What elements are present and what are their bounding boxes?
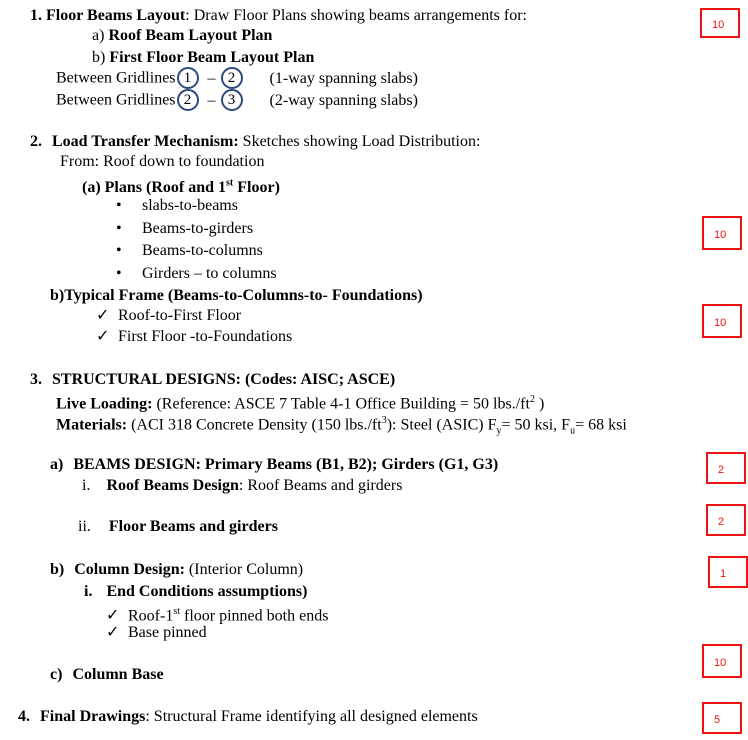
list-item: • slabs-to-beams: [116, 197, 238, 214]
s2-plans-heading: (a) Plans (Roof and 1st Floor): [82, 178, 280, 197]
check-icon: ✓: [96, 307, 110, 324]
s1-item-a: a) Roof Beam Layout Plan: [92, 27, 273, 44]
score-mark: 5: [702, 702, 742, 734]
s1-gridline-row-1: Between Gridlines 1 – 2 (1-way spanning slabs): [56, 68, 418, 90]
s3-roof-beams: i. Roof Beams Design: Roof Beams and girders: [82, 477, 403, 494]
s3-live-loading: Live Loading: (Reference: ASCE 7 Table 4-1 Office Building = 50 $lbs./ft^2$ ): [56, 394, 545, 413]
list-item: • Beams-to-girders: [116, 220, 254, 237]
list-item: ✓ Roof-to-First Floor: [96, 307, 242, 324]
s3-heading: 3. STRUCTURAL DESIGNS: (Codes: AISC; ASCE): [30, 371, 396, 388]
s3-column-base: c) Column Base: [50, 666, 164, 683]
gridline-circle: 2: [221, 67, 243, 89]
score-mark: 10: [702, 304, 742, 338]
s2-frame-heading: b)Typical Frame (Beams-to-Columns-to- Foundations): [50, 287, 423, 304]
check-icon: ✓: [106, 607, 120, 625]
score-mark: 2: [706, 452, 746, 484]
gridline-circle: 3: [221, 89, 243, 111]
gridline-circle: 2: [177, 89, 199, 111]
s1-item-b: b) First Floor Beam Layout Plan: [92, 49, 315, 66]
s1-heading: 1. Floor Beams Layout: Draw Floor Plans showing beams arrangements for:: [30, 7, 527, 24]
gridline-circle: 1: [177, 67, 199, 89]
s3-floor-beams: ii. Floor Beams and girders: [78, 518, 278, 535]
s3-beams-design: a) BEAMS DESIGN: Primary Beams (B1, B2); Girders (G1, G3): [50, 456, 499, 473]
list-item: • Girders – to columns: [116, 265, 277, 282]
score-mark: 10: [700, 8, 740, 38]
s3-column-design: b) Column Design: (Interior Column): [50, 561, 304, 578]
s3-materials: Materials: (ACI 318 Concrete Density (150 $lbs./ft^3$): Steel (ASIC) $F_y= 50$ ksi, $F_u= 68$ ksi: [56, 415, 627, 437]
list-item: • Beams-to-columns: [116, 242, 263, 259]
score-mark: 10: [702, 644, 742, 678]
s2-from: From: Roof down to foundation: [60, 153, 265, 170]
list-item: ✓ First Floor -to-Foundations: [96, 328, 293, 345]
s1-gridline-row-2: Between Gridlines 2 – 3 (2-way spanning slabs): [56, 90, 418, 112]
s2-heading: 2. Load Transfer Mechanism: Sketches showing Load Distribution:: [30, 133, 481, 150]
list-item: ✓ Roof-1st floor pinned both ends: [106, 606, 329, 625]
check-icon: ✓: [96, 328, 110, 345]
check-icon: ✓: [106, 624, 120, 641]
s4-heading: 4. Final Drawings: Structural Frame identifying all designed elements: [18, 708, 478, 725]
score-mark: 1: [708, 556, 748, 588]
score-mark: 2: [706, 504, 746, 536]
list-item: ✓ Base pinned: [106, 624, 207, 641]
score-mark: 10: [702, 216, 742, 250]
s3-end-conditions: i. End Conditions assumptions): [84, 583, 308, 600]
